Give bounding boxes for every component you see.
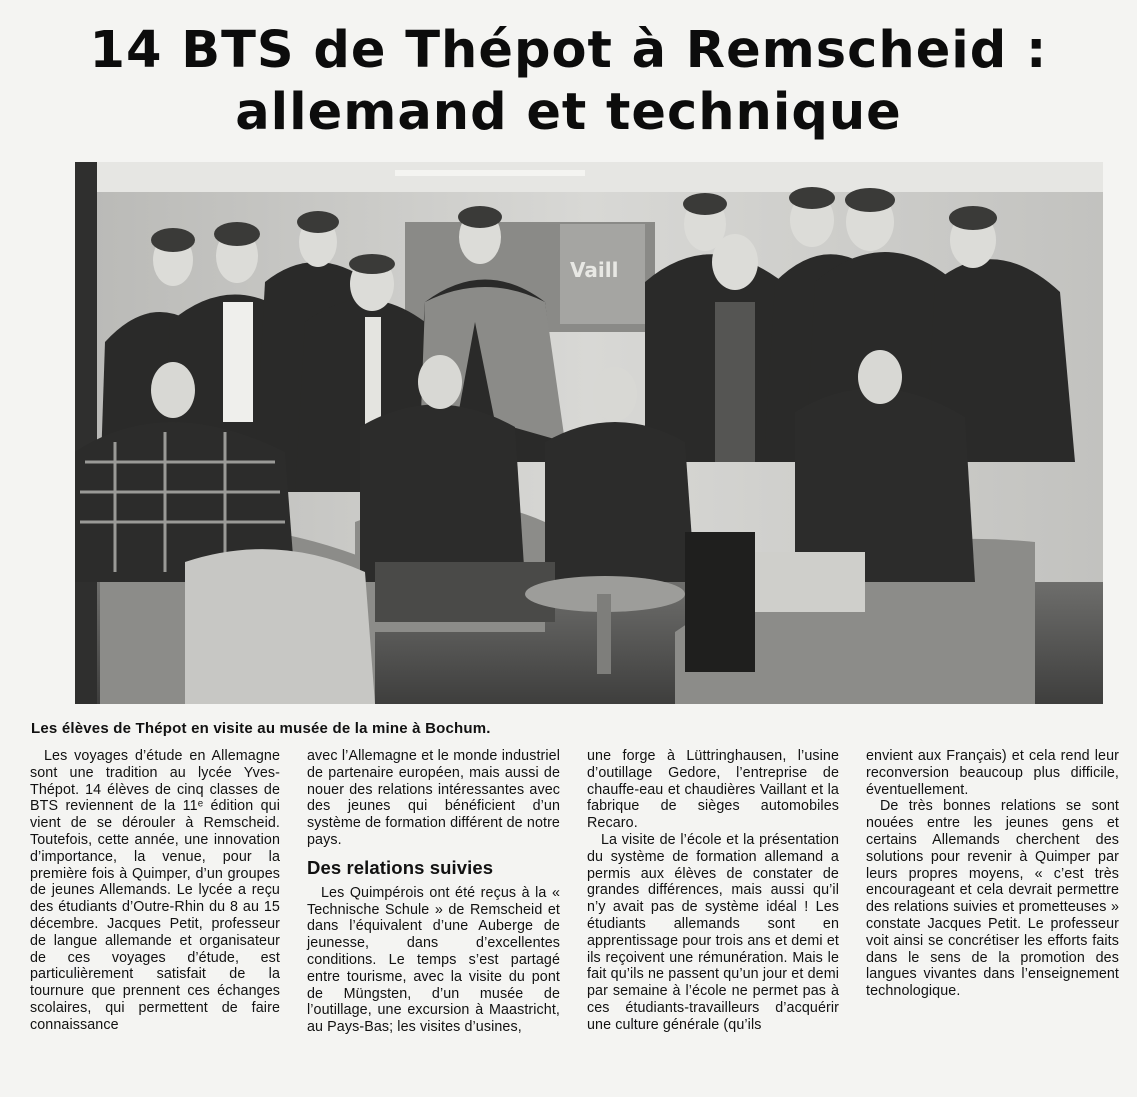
subheading: Des relations suivies (307, 856, 494, 878)
paragraph-school-system-continued: envient aux Français) et cela rend leur reconversion beaucoup plus difficile, éventuellement. (866, 748, 1119, 798)
headline-line-1: 14 BTS de Thépot à Remscheid : (89, 21, 1048, 80)
paragraph-school-system: La visite de l’école et la présentation du système de formation allemand a permis aux élèves de constater de grandes différences, mais aussi qu’il n’y avait pas de système idéal ! Les étudiants allemands sont en apprentissage pour trois ans et demi et ils reçoivent une rémunération. Mais le fait qu’ils ne passent qu’un jour et demi par semaine à l’école ne permet pas à ces étudiants-travailleurs d’acquérir une culture générale (qu’ils (587, 831, 839, 1033)
group-photo (75, 162, 1103, 704)
article-column-2 (307, 748, 560, 1036)
group-photo-illustration (75, 162, 1103, 704)
article-column-4 (866, 748, 1119, 1000)
paragraph-relations: De très bonnes relations se sont nouées entre les jeunes gens et certains Allemands cherchent des solutions pour revenir à Quimper par leurs propres moyens, « c’est très encourageant et cela devrait permettre des relations suivies et prometteuses » constate Jacques Petit. Le professeur voit ainsi se concrétiser les efforts faits dans le sens de la promotion des langues vivantes dans l’enseignement technologique. (866, 798, 1119, 1000)
photo-caption: Les élèves de Thépot en visite au musée de la mine à Bochum. (31, 720, 491, 737)
paragraph-intro: Les voyages d’étude en Allemagne sont une tradition au lycée Yves-Thépot. 14 élèves de cinq classes de BTS reviennent de la 11ᵉ édition qui vient de se dérouler à Remscheid. Toutefois, cette année, une innovation d’importance, la venue, pour la première fois à Quimper, d’un groupes de jeunes Allemands. Le lycée a reçu des étudiants d’Outre-Rhin du 8 au 15 décembre. Jacques Petit, professeur de langue allemande et organisateur de ces voyages d’étude, est particulièrement satisfait de la tournure que prennent ces échanges scolaires, qui permettent de faire connaissance (30, 748, 280, 1033)
paragraph-intro-continued: avec l’Allemagne et le monde industriel de partenaire européen, mais aussi de nouer des relations intéressantes avec des jeunes qui bénéficient d’un système de formation différent de notre pays. (307, 748, 560, 848)
photo-sign-text: Vaill (570, 258, 619, 282)
paragraph-visit: Les Quimpérois ont été reçus à la « Technische Schule » de Remscheid et dans l’équivalent d’une Auberge de jeunesse, dans d’excellentes conditions. Le temps s’est partagé entre tourisme, avec la visite du pont de Müngsten, d’un musée de l’outillage, une excursion à Maastricht, au Pays-Bas; les visites d’usines, (307, 884, 560, 1036)
article-column-3 (587, 748, 839, 1034)
article-column-1 (30, 748, 280, 1034)
headline-line-2: allemand et technique (235, 83, 902, 142)
paragraph-visit-continued: une forge à Lüttringhausen, l’usine d’outillage Gedore, l’entreprise de chauffe-eau et chaudières Vaillant et la fabrique de sièges automobiles Recaro. (587, 748, 839, 832)
